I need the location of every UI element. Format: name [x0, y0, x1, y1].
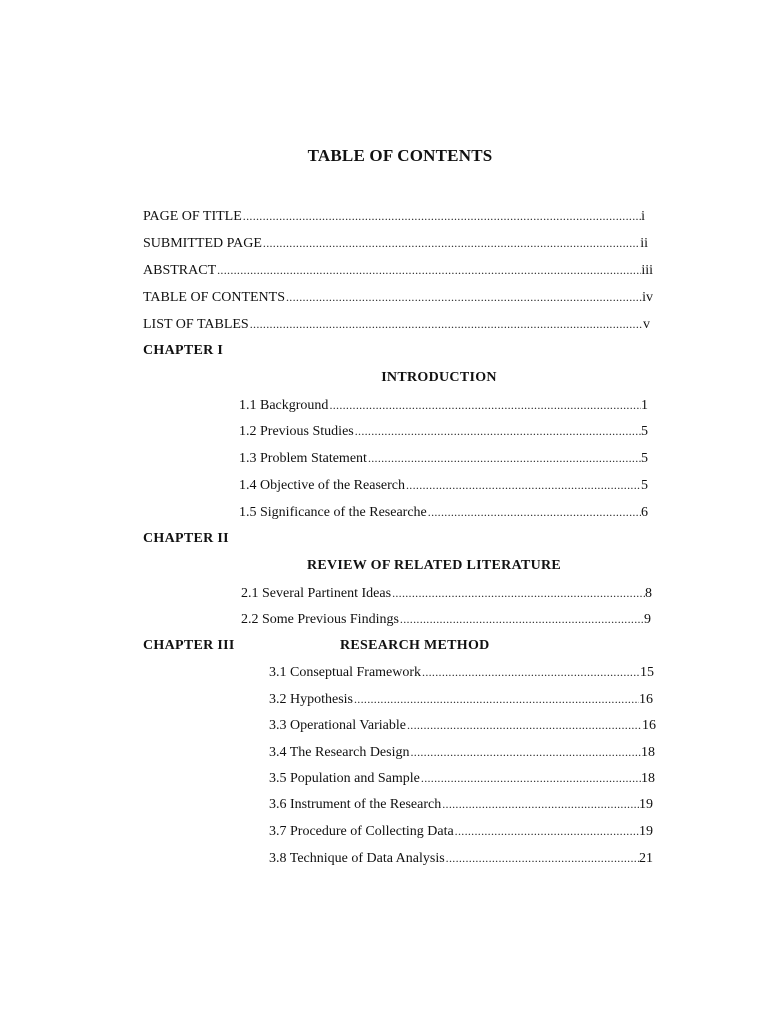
toc-entry	[269, 794, 653, 814]
page-title: TABLE OF CONTENTS	[307, 146, 493, 165]
leader-dots	[441, 794, 639, 814]
toc-entry-label: 1.5 Significance of the Researche	[239, 505, 427, 520]
toc-entry-label: 2.2 Some Previous Findings	[241, 612, 399, 627]
leader-dots	[445, 848, 639, 868]
toc-entry	[241, 583, 652, 603]
chapter-title: RESEARCH METHOD	[340, 638, 490, 653]
toc-entry-page: iv	[642, 290, 653, 305]
leader-dots	[242, 206, 641, 226]
toc-entry-label: 2.1 Several Partinent Ideas	[241, 586, 392, 601]
toc-entry	[239, 395, 648, 415]
leader-dots	[216, 260, 641, 280]
toc-entry-page: i	[641, 209, 645, 224]
toc-entry-label: 3.1 Conseptual Framework	[269, 665, 422, 680]
toc-entry-label: 3.8 Technique of Data Analysis	[269, 851, 445, 866]
toc-entry	[269, 689, 653, 709]
toc-entry-page: 6	[641, 505, 648, 520]
leader-dots	[406, 715, 642, 735]
toc-entry-page: 18	[641, 771, 655, 786]
chapter-label: CHAPTER I	[143, 343, 224, 358]
leader-dots	[420, 768, 641, 788]
toc-entry-page: 5	[641, 451, 648, 466]
leader-dots	[353, 689, 639, 709]
toc-entry-label: TABLE OF CONTENTS	[143, 290, 285, 305]
leader-dots	[354, 421, 641, 441]
toc-entry	[143, 206, 645, 226]
toc-entry-label: 3.4 The Research Design	[269, 745, 410, 760]
leader-dots	[399, 609, 644, 629]
leader-dots	[328, 395, 641, 415]
toc-entry-page: 19	[639, 797, 653, 812]
toc-entry-label: 3.5 Population and Sample	[269, 771, 420, 786]
toc-entry-label: ABSTRACT	[143, 263, 217, 278]
toc-entry	[269, 662, 654, 682]
toc-entry	[269, 821, 653, 841]
toc-entry-page: iii	[641, 263, 653, 278]
toc-entry-page: 8	[645, 586, 652, 601]
toc-entry-label: SUBMITTED PAGE	[143, 236, 262, 251]
toc-entry-label: 3.3 Operational Variable	[269, 718, 406, 733]
chapter-label: CHAPTER III	[143, 638, 235, 653]
toc-entry-page: 9	[644, 612, 651, 627]
leader-dots	[285, 287, 642, 307]
toc-entry-page: 5	[641, 424, 648, 439]
toc-entry-label: 1.2 Previous Studies	[239, 424, 354, 439]
toc-entry-page: 19	[639, 824, 653, 839]
chapter-title: REVIEW OF RELATED LITERATURE	[306, 558, 562, 573]
toc-entry-page: v	[643, 317, 650, 332]
toc-entry	[143, 314, 650, 334]
toc-entry-label: PAGE OF TITLE	[143, 209, 242, 224]
leader-dots	[409, 742, 641, 762]
toc-entry-label: 1.3 Problem Statement	[239, 451, 367, 466]
toc-entry-label: 1.1 Background	[239, 398, 329, 413]
leader-dots	[262, 233, 640, 253]
toc-entry	[239, 421, 648, 441]
toc-entry	[143, 260, 653, 280]
leader-dots	[421, 662, 640, 682]
toc-entry-page: 16	[639, 692, 653, 707]
toc-entry-page: 18	[641, 745, 655, 760]
leader-dots	[249, 314, 643, 334]
leader-dots	[427, 502, 641, 522]
toc-entry	[239, 475, 648, 495]
toc-entry	[143, 287, 653, 307]
toc-entry-label: 1.4 Objective of the Reaserch	[239, 478, 405, 493]
chapter-label: CHAPTER II	[143, 531, 229, 546]
leader-dots	[405, 475, 641, 495]
leader-dots	[454, 821, 639, 841]
toc-entry-label: LIST OF TABLES	[143, 317, 249, 332]
toc-entry-label: 3.7 Procedure of Collecting Data	[269, 824, 454, 839]
leader-dots	[367, 448, 641, 468]
toc-entry	[269, 848, 653, 868]
toc-entry-page: ii	[640, 236, 648, 251]
toc-entry	[241, 609, 651, 629]
leader-dots	[391, 583, 645, 603]
toc-entry-label: 3.2 Hypothesis	[269, 692, 353, 707]
toc-entry-page: 5	[641, 478, 648, 493]
toc-entry	[269, 715, 656, 735]
toc-entry	[269, 742, 655, 762]
toc-entry	[239, 502, 648, 522]
toc-entry-label: 3.6 Instrument of the Research	[269, 797, 442, 812]
toc-entry-page: 16	[642, 718, 656, 733]
toc-entry-page: 1	[641, 398, 648, 413]
toc-entry	[269, 768, 655, 788]
toc-entry	[239, 448, 648, 468]
toc-entry-page: 21	[639, 851, 653, 866]
toc-entry-page: 15	[640, 665, 654, 680]
chapter-title: INTRODUCTION	[381, 370, 497, 385]
toc-entry	[143, 233, 648, 253]
